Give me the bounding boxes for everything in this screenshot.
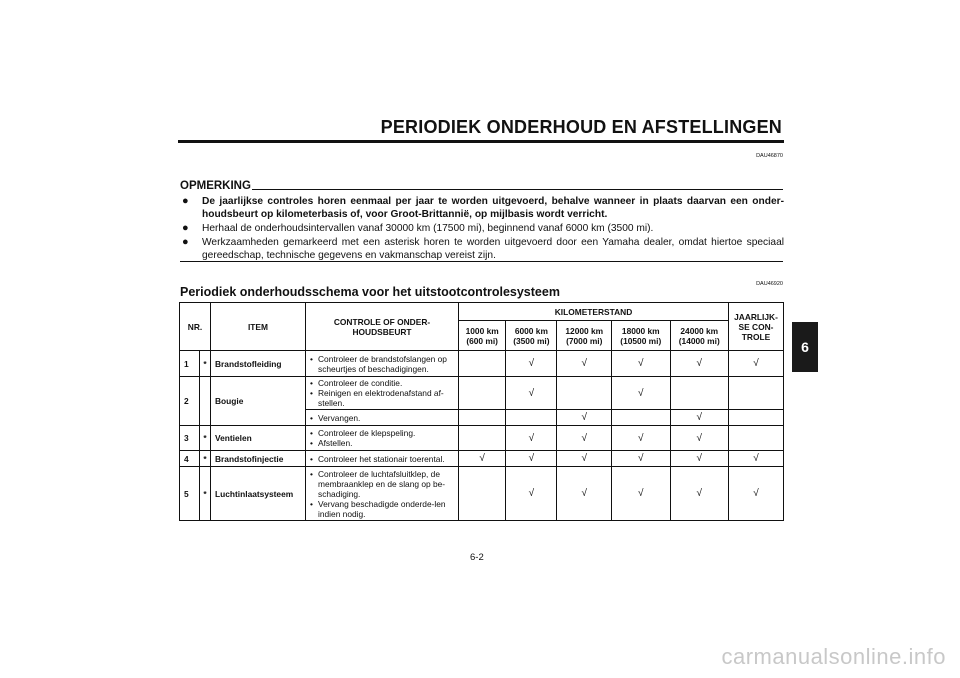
- header-km: 24000 km (14000 mi): [670, 321, 729, 351]
- row-nr: 3: [180, 426, 200, 451]
- check-mark-cell: √: [459, 451, 506, 467]
- header-nr: NR.: [180, 303, 211, 351]
- row-nr: 1: [180, 351, 200, 377]
- empty-cell: [459, 426, 506, 451]
- control-step: • Controleer de klepspeling.: [310, 428, 458, 438]
- row-star: *: [200, 351, 211, 377]
- check-mark-cell: √: [729, 467, 784, 521]
- row-nr: 4: [180, 451, 200, 467]
- check-mark-cell: √: [670, 451, 729, 467]
- note-item: [180, 195, 784, 221]
- check-mark-cell: √: [557, 426, 612, 451]
- note-text: Herhaal de onderhoudsintervallen vanaf 30000 km (17500 mi), beginnend vanaf 6000 km (3500 mi).: [202, 223, 654, 234]
- chapter-tab: 6: [792, 322, 818, 372]
- empty-cell: [459, 410, 506, 426]
- check-mark-cell: √: [612, 451, 670, 467]
- note-heading: OPMERKING: [180, 180, 251, 192]
- page-number: 6-2: [470, 552, 484, 563]
- check-mark-cell: √: [506, 426, 557, 451]
- control-step: • Reinigen en elektrodenafstand af-stellen.: [310, 388, 458, 408]
- note-item: [180, 222, 784, 235]
- title-rule: [178, 140, 784, 143]
- table-row: [180, 467, 784, 521]
- row-item: Brandstofleiding: [211, 351, 306, 377]
- check-mark-cell: √: [557, 351, 612, 377]
- header-km: 12000 km (7000 mi): [557, 321, 612, 351]
- section-code: DAU46920: [756, 281, 783, 287]
- check-mark-cell: √: [612, 377, 670, 410]
- table-row: [180, 426, 784, 451]
- control-step: • Afstellen.: [310, 438, 458, 448]
- doc-code: DAU46870: [756, 153, 783, 159]
- check-mark-cell: √: [612, 467, 670, 521]
- empty-cell: [506, 410, 557, 426]
- check-mark-cell: √: [612, 426, 670, 451]
- empty-cell: [612, 410, 670, 426]
- empty-cell: [729, 377, 784, 410]
- note-text: De jaarlijkse controles horen eenmaal per jaar te worden uitgevoerd, behalve wanneer in plaats daarvan een onderhoudsbeurt op kilometerbasis of, voor Groot-Brittannië, op mijlbasis wordt verricht.: [202, 196, 784, 220]
- row-item: Brandstofinjectie: [211, 451, 306, 467]
- header-odometer: KILOMETERSTAND: [459, 303, 729, 321]
- row-star: *: [200, 467, 211, 521]
- control-step: • Controleer de brandstofslangen op scheurtjes of beschadigingen.: [310, 354, 458, 374]
- row-control: [306, 351, 459, 377]
- control-step: • Vervang beschadigde onderde-len indien nodig.: [310, 499, 458, 519]
- header-item: ITEM: [211, 303, 306, 351]
- control-step: • Controleer de conditie.: [310, 378, 458, 388]
- bullet-icon: ●: [182, 195, 189, 207]
- row-item: Ventielen: [211, 426, 306, 451]
- row-nr: 5: [180, 467, 200, 521]
- note-rule: [252, 189, 783, 190]
- row-control: [306, 377, 459, 410]
- header-km: 6000 km (3500 mi): [506, 321, 557, 351]
- header-control: CONTROLE OF ONDER-HOUDSBEURT: [306, 303, 459, 351]
- bullet-icon: ●: [182, 236, 189, 248]
- table-row: [180, 377, 784, 410]
- control-step: • Controleer het stationair toerental.: [310, 454, 458, 464]
- row-item: Luchtinlaatsysteem: [211, 467, 306, 521]
- table-row: [180, 351, 784, 377]
- check-mark-cell: √: [729, 351, 784, 377]
- row-control: [306, 467, 459, 521]
- check-mark-cell: √: [670, 351, 729, 377]
- note-bottom-rule: [180, 261, 783, 262]
- check-mark-cell: √: [506, 351, 557, 377]
- page-title: PERIODIEK ONDERHOUD EN AFSTELLINGEN: [380, 117, 782, 137]
- section-title: Periodiek onderhoudsschema voor het uitstootcontrolesysteem: [180, 285, 560, 299]
- row-control: [306, 426, 459, 451]
- check-mark-cell: √: [557, 467, 612, 521]
- empty-cell: [459, 377, 506, 410]
- empty-cell: [729, 410, 784, 426]
- empty-cell: [670, 377, 729, 410]
- check-mark-cell: √: [506, 451, 557, 467]
- row-item: Bougie: [211, 377, 306, 426]
- check-mark-cell: √: [612, 351, 670, 377]
- row-nr: 2: [180, 377, 200, 426]
- note-text: Werkzaamheden gemarkeerd met een asterisk horen te worden uitgevoerd door een Yamaha dealer, omdat hiertoe speciaal gereedschap, technische gegevens en vakmanschap vereist zijn.: [202, 237, 784, 261]
- check-mark-cell: √: [670, 467, 729, 521]
- check-mark-cell: √: [557, 410, 612, 426]
- check-mark-cell: √: [506, 377, 557, 410]
- empty-cell: [459, 467, 506, 521]
- control-step: • Vervangen.: [310, 413, 458, 423]
- header-km: 1000 km (600 mi): [459, 321, 506, 351]
- table-row: [180, 451, 784, 467]
- note-item: [180, 236, 784, 262]
- header-km: 18000 km (10500 mi): [612, 321, 670, 351]
- row-star: *: [200, 451, 211, 467]
- check-mark-cell: √: [670, 410, 729, 426]
- note-list: [180, 195, 784, 263]
- bullet-icon: ●: [182, 222, 189, 234]
- row-control: [306, 451, 459, 467]
- empty-cell: [557, 377, 612, 410]
- check-mark-cell: √: [506, 467, 557, 521]
- check-mark-cell: √: [557, 451, 612, 467]
- row-star: *: [200, 426, 211, 451]
- row-star: [200, 377, 211, 426]
- empty-cell: [459, 351, 506, 377]
- row-control: [306, 410, 459, 426]
- maintenance-table: [179, 302, 784, 521]
- empty-cell: [729, 426, 784, 451]
- watermark: carmanualsonline.info: [721, 644, 946, 669]
- check-mark-cell: √: [670, 426, 729, 451]
- check-mark-cell: √: [729, 451, 784, 467]
- control-step: • Controleer de luchtafsluitklep, de membraanklep en de slang op be-schadiging.: [310, 469, 458, 499]
- header-annual: JAARLIJK-SE CON-TROLE: [729, 303, 784, 351]
